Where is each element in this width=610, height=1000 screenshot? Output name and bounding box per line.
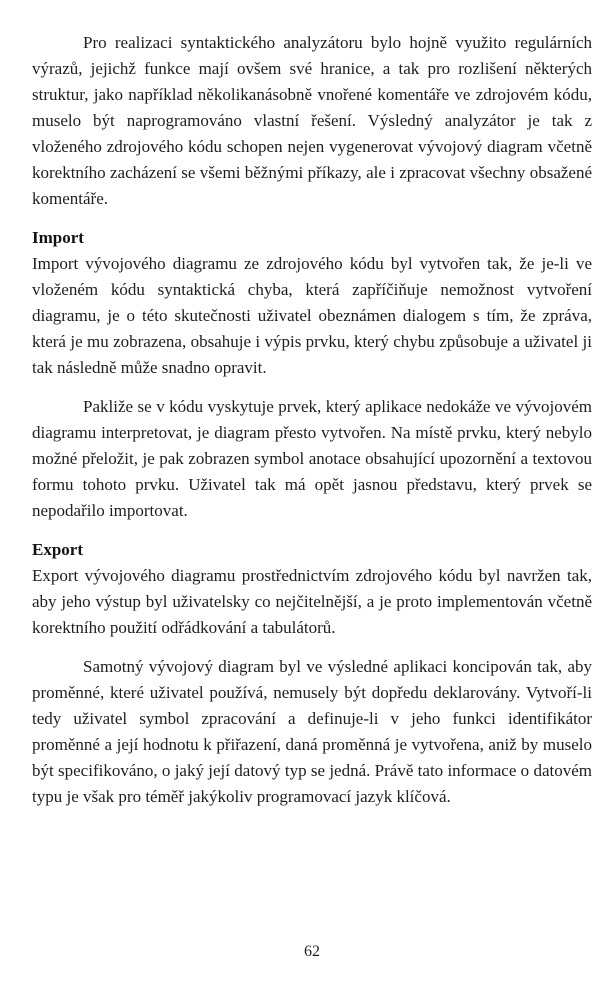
paragraph-import-unsupported-elements: Pakliže se v kódu vyskytuje prvek, který aplikace nedokáže ve vývojovém diagramu interpretovat, je diagram přesto vytvořen. Na místě prvku, který nebylo možné přeložit, je pak zobrazen symbol anotace obsahující upozornění a textovou formu tohoto prvku. Uživatel tak má opět jasnou představu, který prvek se nepodařilo importovat. bbox=[32, 397, 592, 520]
paragraph-analyzer-intro: Pro realizaci syntaktického analyzátoru bylo hojně využito regulárních výrazů, jejichž funkce mají ovšem své hranice, a tak pro rozlišení některých struktur, jako například několikanásobně vnořené komentáře ve zdrojovém kódu, muselo být naprogramováno vlastní řešení. Výsledný analyzátor je tak z vloženého zdrojového kódu schopen nejen vygenerovat vývojový diagram včetně korektního zacházení se všemi běžnými příkazy, ale i zpracovat všechny obsažené komentáře. bbox=[32, 33, 592, 208]
paragraph-export-description: Export vývojového diagramu prostřednictvím zdrojového kódu byl navržen tak, aby jeho výstup byl uživatelsky co nejčitelnější, a je proto implementován včetně korektního použití odřádkování a tabulátorů. bbox=[32, 566, 592, 637]
paragraph-import-description: Import vývojového diagramu ze zdrojového kódu byl vytvořen tak, že je-li ve vloženém kódu syntaktická chyba, která zapříčiňuje nemožnost vytvoření diagramu, je o této skutečnosti uživatel obeznámen dialogem s tím, že zpráva, která je mu zobrazena, obsahuje i výpis prvku, který chybu způsobuje a uživatel ji tak následně může snadno opravit. bbox=[32, 254, 592, 377]
page-number: 62 bbox=[304, 943, 320, 960]
heading-import: Import bbox=[32, 228, 84, 247]
heading-export: Export bbox=[32, 540, 83, 559]
paragraph-variables-typing: Samotný vývojový diagram byl ve výsledné aplikaci koncipován tak, aby proměnné, které uživatel používá, nemusely být dopředu deklarovány. Vytvoří-li tedy uživatel symbol zpracování a definuje-li v jeho funkci identifikátor proměnné a její hodnotu k přiřazení, daná proměnná je vytvořena, aniž by muselo být specifikováno, o jaký její datový typ se jedná. Právě tato informace o datovém typu je však pro téměř jakýkoliv programovací jazyk klíčová. bbox=[32, 657, 592, 806]
